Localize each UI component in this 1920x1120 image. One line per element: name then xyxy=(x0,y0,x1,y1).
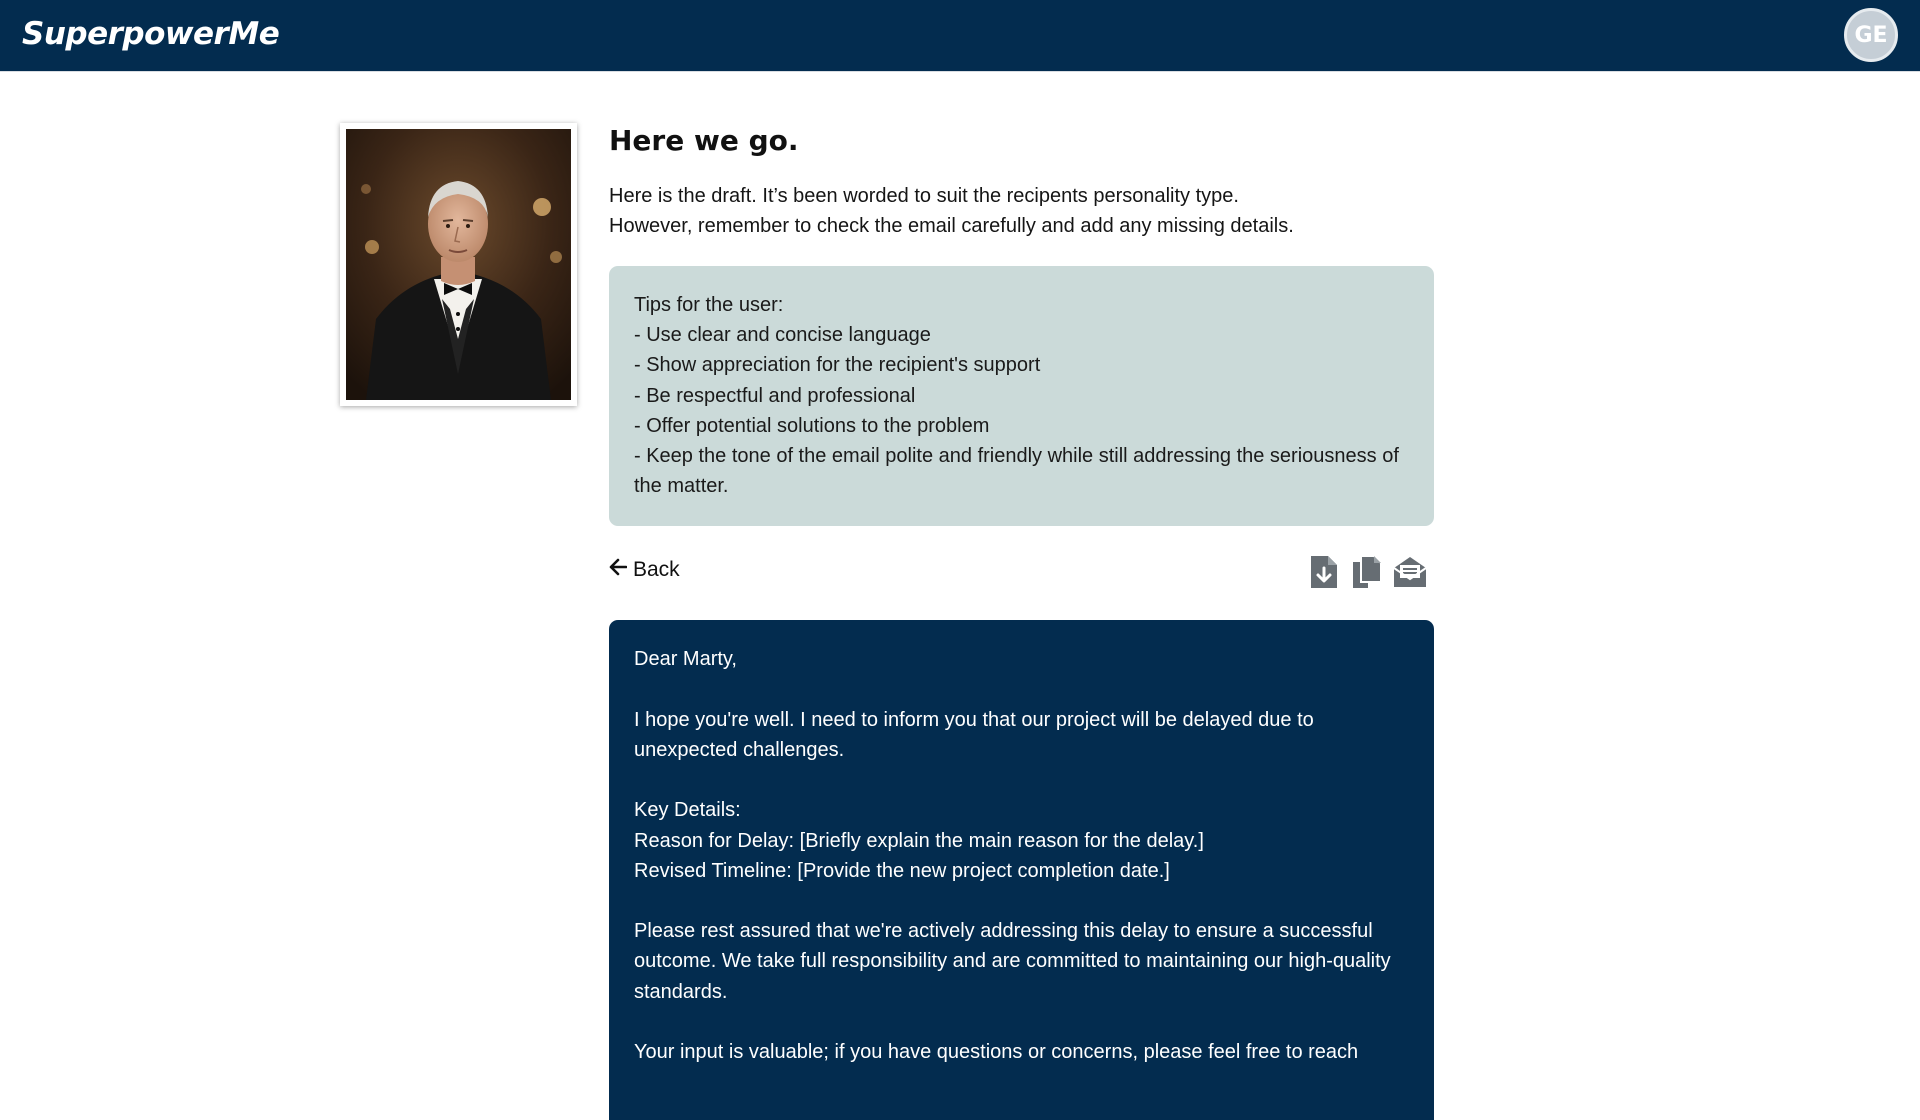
intro-line: Here is the draft. It’s been worded to suit the recipents personality type. xyxy=(609,185,1239,207)
reason-line: Reason for Delay: [Briefly explain the main reason for the delay.] xyxy=(634,829,1204,852)
tips-line: - Keep the tone of the email polite and friendly while still addressing the seriousness of the matter. xyxy=(634,445,1399,498)
persona-portrait xyxy=(340,123,577,406)
email-greeting: Dear Marty, xyxy=(634,648,737,671)
tips-panel xyxy=(609,266,1434,526)
page-title: Here we go. xyxy=(609,124,799,157)
butler-portrait-image xyxy=(346,129,571,400)
copy-icon[interactable] xyxy=(1351,554,1385,590)
app-logo[interactable]: SuperpowerMe xyxy=(22,16,280,52)
email-draft[interactable] xyxy=(609,620,1434,1120)
tips-line: - Show appreciation for the recipient's support xyxy=(634,354,1041,377)
tips-line: Tips for the user: xyxy=(634,294,784,316)
arrow-left-icon xyxy=(609,558,627,582)
email-actions-bar xyxy=(609,554,1434,594)
top-navbar xyxy=(0,0,1920,72)
email-paragraph: I hope you're well. I need to inform you that our project will be delayed due to unexpected challenges. xyxy=(634,708,1314,762)
tips-line: - Be respectful and professional xyxy=(634,384,916,407)
back-button[interactable] xyxy=(609,558,680,582)
email-paragraph: Please rest assured that we're actively addressing this delay to ensure a successful outcome. We take full responsibility and are committed to maintaining our high-quality standards. xyxy=(634,920,1391,1003)
key-details-title: Key Details: xyxy=(634,799,741,822)
intro-text xyxy=(609,181,1434,241)
email-icon[interactable] xyxy=(1392,554,1426,590)
email-key-details xyxy=(634,795,1409,886)
user-avatar[interactable]: GE xyxy=(1844,8,1898,62)
tips-line: - Use clear and concise language xyxy=(634,324,931,347)
back-label: Back xyxy=(633,558,680,582)
tips-line: - Offer potential solutions to the problem xyxy=(634,414,990,437)
timeline-line: Revised Timeline: [Provide the new project completion date.] xyxy=(634,859,1170,882)
main-content xyxy=(609,118,1434,1120)
email-paragraph: Your input is valuable; if you have questions or concerns, please feel free to reach xyxy=(634,1041,1359,1063)
intro-line: However, remember to check the email carefully and add any missing details. xyxy=(609,215,1294,237)
download-file-icon[interactable] xyxy=(1309,554,1343,590)
